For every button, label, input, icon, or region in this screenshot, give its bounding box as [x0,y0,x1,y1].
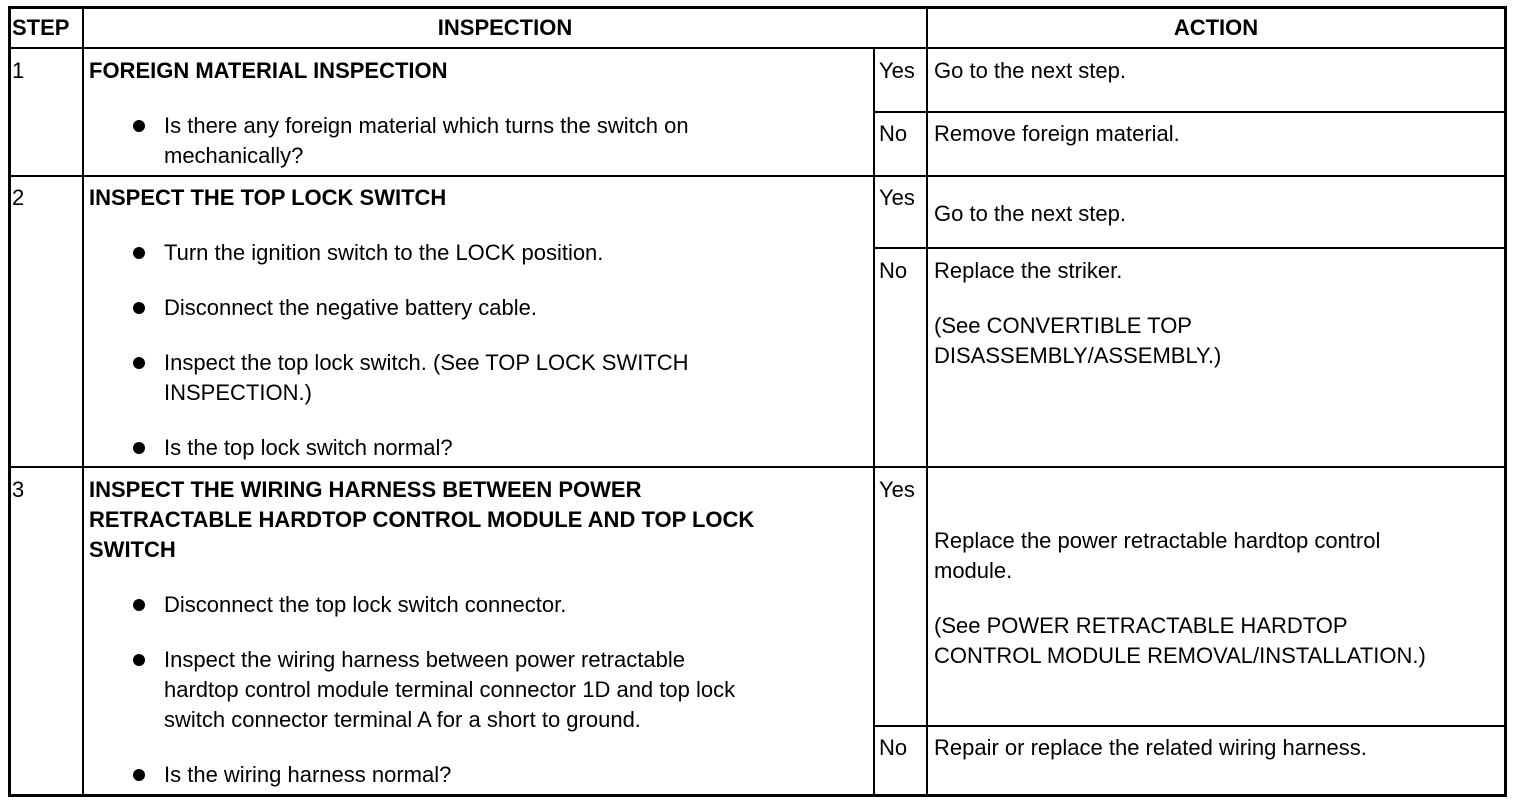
bullet-icon [133,599,145,611]
no-action: Replace the striker. [934,258,1123,283]
step-title: FOREIGN MATERIAL INSPECTION [89,58,448,83]
bullet-text: Turn the ignition switch to the LOCK position. [164,240,604,265]
bullet-text: Inspect the wiring harness between power retractable hardtop control module terminal connector 1D and top lock switch connector terminal A for a short to ground. [164,647,736,732]
header-inspection: INSPECTION [437,15,573,40]
header-action: ACTION [1173,15,1259,40]
no-action-reference: (See CONVERTIBLE TOP DISASSEMBLY/ASSEMBLY.) [934,313,1222,368]
bullet-icon [133,654,145,666]
yes-action: Replace the power retractable hardtop control module. [934,528,1381,583]
bullet-icon [133,769,145,781]
table-border-top [8,6,1507,9]
bullet-text: Inspect the top lock switch. (See TOP LOCK SWITCH INSPECTION.) [164,350,689,405]
step-title: INSPECT THE TOP LOCK SWITCH [89,185,447,210]
yes-action-reference: (See POWER RETRACTABLE HARDTOP CONTROL MODULE REMOVAL/INSTALLATION.) [934,613,1426,668]
step-number: 3 [12,477,25,502]
bullet-text: Is the top lock switch normal? [164,435,453,460]
yes-label: Yes [879,185,915,210]
bullet-icon [133,120,145,132]
yes-action: Go to the next step. [934,58,1127,83]
bullet-icon [133,442,145,454]
bullet-text: Is the wiring harness normal? [164,762,452,787]
step-number: 2 [12,185,25,210]
row-line-step1-yesno [873,111,1507,113]
yes-action: Go to the next step. [934,201,1127,226]
col-line-yesno [873,48,875,797]
row-line-step2-yesno [873,247,1507,249]
bullet-text: Disconnect the top lock switch connector. [164,592,567,617]
row-line-step3-yesno [873,725,1507,727]
step-title: INSPECT THE WIRING HARNESS BETWEEN POWER RETRACTABLE HARDTOP CONTROL MODULE AND TOP LOCK SWITCH [89,477,755,562]
yes-label: Yes [879,58,915,83]
yes-label: Yes [879,477,915,502]
header-step: STEP [12,15,70,40]
step-number: 1 [12,58,25,83]
col-line-step [82,6,84,797]
no-action: Remove foreign material. [934,121,1180,146]
row-line-step2 [8,466,1507,468]
no-action: Repair or replace the related wiring harness. [934,735,1367,760]
row-line-header [8,47,1507,49]
no-label: No [879,258,908,283]
no-label: No [879,121,908,146]
bullet-icon [133,247,145,259]
col-line-action [926,6,928,797]
table-border-bottom [8,794,1507,797]
no-label: No [879,735,908,760]
table-border-left [8,6,11,797]
bullet-text: Is there any foreign material which turns the switch on mechanically? [164,113,689,168]
row-line-step1 [8,175,1507,177]
bullet-icon [133,357,145,369]
table-border-right [1504,6,1507,797]
bullet-text: Disconnect the negative battery cable. [164,295,538,320]
bullet-icon [133,302,145,314]
